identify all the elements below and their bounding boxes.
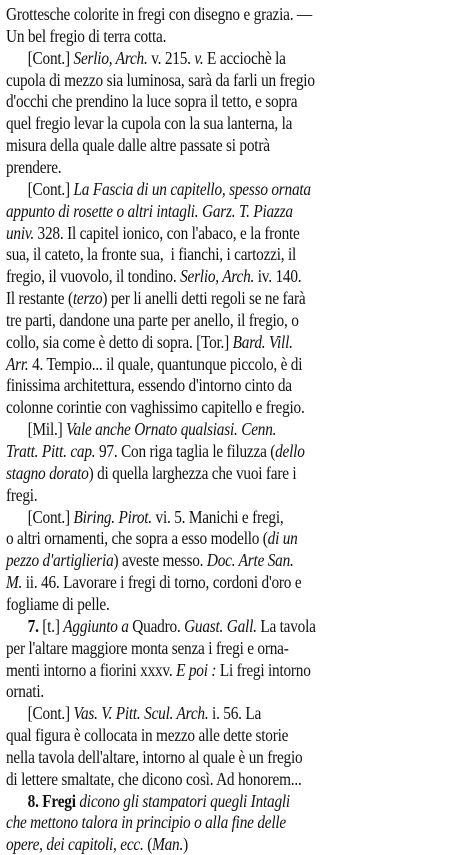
- italic-run: dello: [275, 441, 305, 461]
- text-line: [6, 833, 188, 855]
- text-line: [6, 659, 311, 681]
- italic-run: La Fascia di un capitello, spesso ornata: [73, 178, 311, 199]
- text-line: [6, 353, 302, 375]
- italic-run: Arr.: [6, 353, 29, 374]
- text-line: [6, 506, 283, 528]
- text-line: [6, 418, 276, 440]
- italic-run: dicono gli stampatori quegli Intagli: [79, 790, 290, 811]
- text-run: 97. Con riga taglia le filuzza (: [95, 441, 276, 461]
- text-line: [6, 571, 301, 593]
- text-run: per l'altare maggiore monta senza i fregi e orna-: [6, 637, 289, 658]
- text-run: nella tavola dell'altare, intorno al quale è un fregio: [6, 746, 303, 767]
- text-run: ) di quella larghezza che vuoi fare i: [88, 462, 297, 483]
- text-run: [6, 791, 28, 811]
- italic-run: Vas. V. Pitt. Scul. Arch.: [73, 703, 209, 724]
- italic-run: Bard. Vill.: [232, 331, 293, 352]
- text-run: finissima architettura, essendo d'intorno cinto da: [6, 375, 292, 396]
- text-run: vi. 5. Manichi e fregi,: [151, 506, 284, 527]
- italic-run: che mettono talora in principio o alla fine delle: [6, 812, 286, 833]
- text-run: sua, il cateto, la fronte sua, i fianchi, i cartozzi, il: [6, 244, 297, 265]
- text-line: [6, 243, 296, 265]
- text-line: [6, 309, 299, 331]
- text-line: [6, 593, 110, 615]
- text-line: [6, 112, 292, 134]
- text-run: ii. 46. Lavorare i fregi di torno, cordoni d'oro e: [22, 572, 302, 593]
- italic-run: pezzo d'artiglieria: [6, 550, 114, 571]
- text-line: [6, 287, 305, 309]
- text-run: E acciochè la: [203, 47, 286, 68]
- text-line: [6, 331, 293, 353]
- text-run: ornati.: [6, 681, 44, 702]
- italic-run: Aggiunto a: [63, 615, 129, 636]
- text-run: di lettere smaltate, che dicono così. Ad honorem...: [6, 768, 302, 789]
- text-line: [6, 462, 296, 484]
- italic-run: di un: [267, 528, 298, 549]
- text-line: [6, 527, 298, 549]
- text-run: v. 215.: [147, 47, 195, 68]
- text-run: misura della quale dalle altre passate si potrà: [6, 135, 270, 156]
- text-run: qual figura è collocata in mezzo alle dette storie: [6, 725, 289, 746]
- text-line: [6, 790, 290, 812]
- text-line: [6, 156, 61, 178]
- italic-run: Serlio, Arch.: [180, 266, 255, 287]
- text-run: Grottesche colorite in fregi con disegno e grazia. —: [6, 4, 313, 24]
- italic-run: M.: [6, 572, 23, 593]
- text-line: [6, 396, 305, 418]
- text-line: [6, 178, 311, 200]
- italic-run: Serlio, Arch.: [73, 47, 148, 68]
- text-run: quel fregio levar la cupola con la sua lanterna, la: [6, 113, 293, 134]
- text-line: [6, 90, 297, 112]
- text-line: [6, 702, 261, 724]
- text-run: Il restante (: [6, 288, 73, 309]
- text-line: [6, 680, 44, 702]
- text-run: Li fregi intorno: [216, 659, 311, 680]
- text-run: fogliame di pelle.: [6, 593, 110, 614]
- text-line: [6, 47, 286, 69]
- text-run: ) per li anelli detti regoli se ne farà: [102, 288, 306, 309]
- text-run: collo, sia come è detto di sopra. [Tor.]: [6, 331, 233, 352]
- italic-run: opere, dei capitoli, ecc.: [6, 834, 144, 855]
- text-run: [6, 616, 28, 636]
- text-run: ) aveste messo.: [113, 550, 207, 571]
- italic-run: Biring. Pirot.: [73, 506, 152, 527]
- text-line: [6, 724, 288, 746]
- text-line: [6, 69, 315, 91]
- text-line: [6, 134, 270, 156]
- text-run: (: [143, 834, 153, 855]
- text-run: [Cont.]: [6, 506, 74, 527]
- text-run: d'occhi che prendino la luce sopra il tetto, e sopra: [6, 91, 298, 112]
- text-line: [6, 811, 286, 833]
- italic-run: v.: [194, 47, 204, 68]
- text-line: [6, 374, 292, 396]
- text-run: iv. 140.: [254, 266, 302, 287]
- text-run: i. 56. La: [208, 703, 262, 724]
- text-line: [6, 637, 289, 659]
- text-run: Quadro.: [128, 615, 185, 636]
- text-line: [6, 484, 37, 506]
- bold-run: 8. Fregi: [27, 790, 76, 811]
- text-line: [6, 549, 294, 571]
- italic-run: Vale anche Ornato qualsiasi. Cenn.: [66, 419, 277, 440]
- text-run: fregi.: [6, 484, 38, 505]
- text-line: [6, 746, 302, 768]
- italic-run: Doc. Arte San.: [206, 550, 294, 571]
- text-line: [6, 3, 312, 25]
- text-run: o altri ornamenti, che sopra a esso modello (: [6, 528, 268, 549]
- italic-run: stagno dorato: [6, 462, 89, 483]
- text-line: [6, 222, 300, 244]
- text-run: tre parti, dandone una parte per anello, il fregio, o: [6, 309, 299, 330]
- text-line: [6, 200, 293, 222]
- text-line: [6, 265, 301, 287]
- italic-run: appunto di rosette o altri intagli. Garz. T. Piazza: [6, 200, 293, 221]
- text-run: menti intorno a fiorini xxxv.: [6, 659, 177, 680]
- italic-run: E poi :: [176, 659, 217, 680]
- bold-run: 7.: [27, 615, 39, 636]
- text-run: cupola di mezzo sia luminosa, sarà da farli un fregio: [6, 69, 315, 90]
- italic-run: Guast. Gall.: [184, 615, 257, 636]
- text-run: [Cont.]: [6, 47, 74, 68]
- text-run: colonne corintie con vaghissimo capitello e fregio.: [6, 397, 305, 418]
- text-line: [6, 615, 316, 637]
- text-run: 4. Tempio... il quale, quantunque piccolo, è di: [28, 353, 303, 374]
- italic-run: Man.: [152, 834, 184, 855]
- text-run: La tavola: [256, 615, 316, 636]
- text-run: fregio, il vuovolo, il tondino.: [6, 266, 181, 287]
- text-run: [Cont.]: [6, 178, 74, 199]
- text-run: [Cont.]: [6, 703, 74, 724]
- text-line: [6, 440, 305, 462]
- text-line: [6, 25, 166, 47]
- text-line: [6, 768, 302, 790]
- text-run: ): [183, 834, 188, 855]
- italic-run: Tratt. Pitt. cap.: [6, 441, 96, 461]
- text-run: [t.]: [38, 615, 64, 636]
- italic-run: terzo: [72, 288, 103, 309]
- italic-run: univ.: [6, 222, 34, 243]
- text-run: [Mil.]: [6, 419, 67, 440]
- text-run: Un bel fregio di terra cotta.: [6, 25, 167, 46]
- text-run: 328. Il capitel ionico, con l'abaco, e la fronte: [33, 222, 300, 243]
- text-run: prendere.: [6, 156, 62, 177]
